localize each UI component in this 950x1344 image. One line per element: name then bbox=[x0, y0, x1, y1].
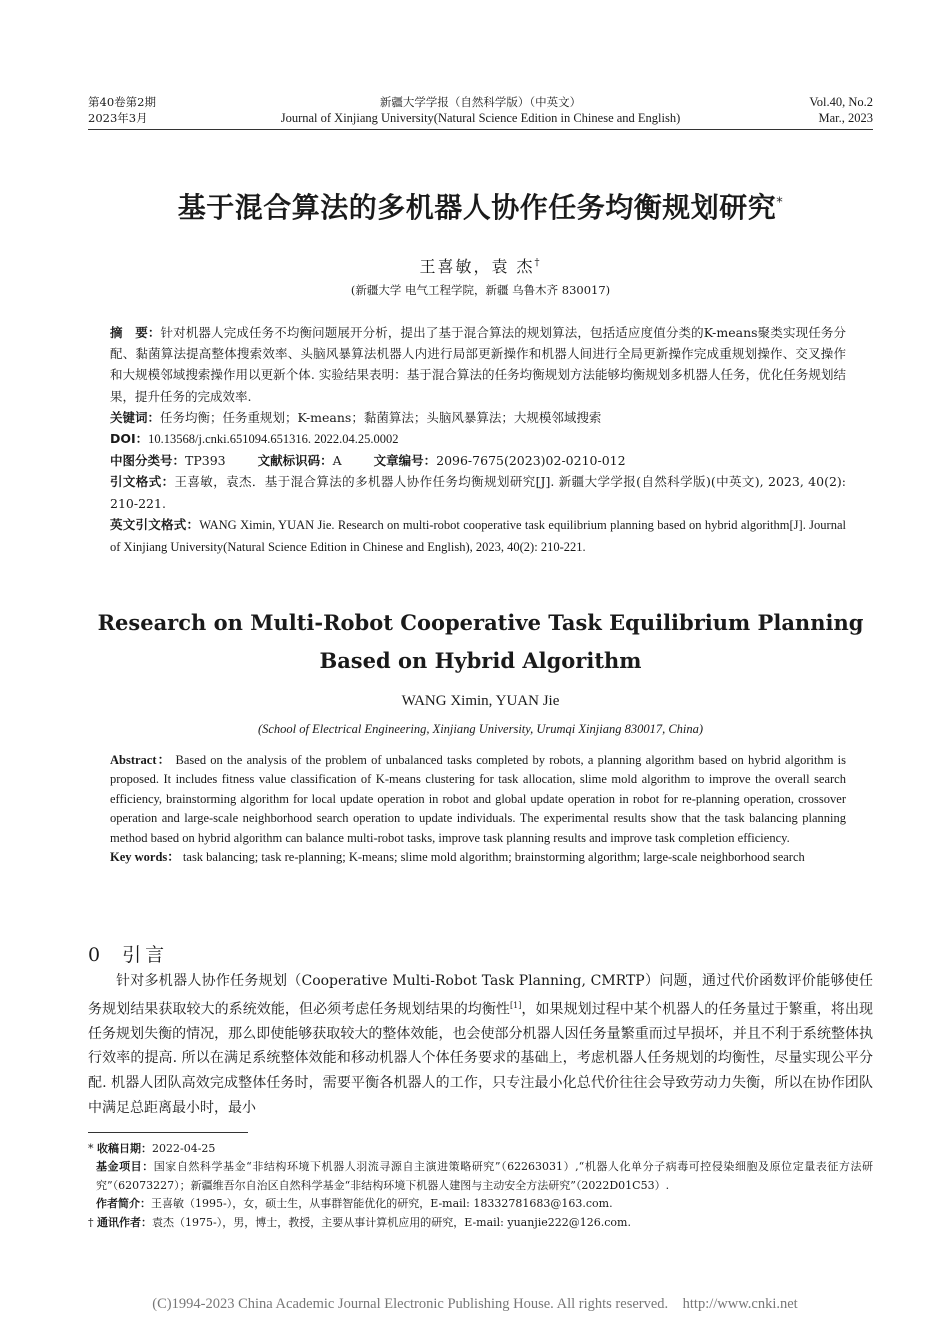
header-volume: 第40卷第2期 2023年3月 bbox=[88, 95, 156, 125]
keywords-cn: 关键词：任务均衡；任务重规划；K-means；黏菌算法；头脑风暴算法；大规模邻域搜索 bbox=[110, 409, 602, 425]
keywords-en: Key words： task balancing; task re-planning; K-means; slime mold algorithm; brainstorming algorithm; large-scale neighborhood search bbox=[110, 850, 805, 865]
cn-front-matter bbox=[110, 322, 846, 558]
abstract-en: Abstract： Based on the analysis of the problem of unbalanced tasks completed by robots, a planning algorithm based on hybrid algorithm is proposed. It includes fitness value classification of K-means clustering for task allocation, slime mold algorithm to improve the overall search efficiency, brainstorming algorithm for local update operation in robot and global update operation in robot for re-planning operation, crossover operation and large-scale neighborhood search operation to update individuals. The experimental results show that the task balancing planning method based on hybrid algorithm can balance multi-robot tasks, improve task planning results and improve task completion efficiency. bbox=[110, 753, 847, 845]
footnote-corresponding: † 通讯作者：袁杰（1975-），男，博士，教授，主要从事计算机应用的研究，E-mail: yuanjie222@126.com. bbox=[88, 1215, 631, 1229]
authors-cn: 王喜敏，袁 杰† bbox=[419, 257, 542, 276]
authors-en: WANG Ximin, YUAN Jie bbox=[401, 693, 560, 709]
footnote-received: * 收稿日期：2022-04-25 bbox=[88, 1142, 216, 1155]
classification: 中图分类号：TP393 文献标识码：A 文章编号：2096-7675(2023)02-0210-012 bbox=[110, 453, 626, 469]
citation-cn: 引文格式：王喜敏，袁杰．基于混合算法的多机器人协作任务均衡规划研究[J]. 新疆大学学报(自然科学版)(中英文), 2023, 40(2): 210-221. bbox=[110, 474, 846, 511]
corresponding-mark: † bbox=[534, 257, 542, 269]
header-journal: 新疆大学学报（自然科学版）（中英文） Journal of Xinjiang University(Natural Science Edition in Chinese and English) bbox=[280, 95, 681, 125]
copyright-watermark: (C)1994-2023 China Academic Journal Electronic Publishing House. All rights reserved. http://www.cnki.net bbox=[152, 1296, 798, 1312]
title-footnote-mark: * bbox=[776, 195, 784, 211]
body-text bbox=[88, 969, 873, 1120]
doi: DOI：10.13568/j.cnki.651094.651316. 2022.04.25.0002 bbox=[110, 431, 399, 447]
paper-title-en: Research on Multi-Robot Cooperative Task Equilibrium Planning Based on Hybrid Algorithm bbox=[97, 610, 864, 673]
affiliation-en: (School of Electrical Engineering, Xinjiang University, Urumqi Xinjiang 830017, China) bbox=[257, 722, 704, 736]
footnote-fund: 基金项目：国家自然科学基金“非结构环境下机器人羽流寻源自主演进策略研究”（62263031）,“机器人化单分子病毒可控侵染细胞及原位定量表征方法研究”（62073227）；新疆维吾尔自治区自然科学基金“非结构环境下机器人建图与主动安全方法研究”（2022D01C53）. bbox=[96, 1160, 873, 1192]
footnotes bbox=[88, 1140, 873, 1232]
paper-title-cn: 基于混合算法的多机器人协作任务均衡规划研究* bbox=[177, 191, 784, 224]
citation-ref[interactable]: [1] bbox=[510, 1000, 522, 1010]
footnote-author: 作者简介：王喜敏（1995-），女，硕士生，从事群智能优化的研究，E-mail: 18332781683@163.com. bbox=[96, 1197, 613, 1211]
paragraph: 针对多机器人协作任务规划（Cooperative Multi-Robot Task Planning, CMRTP）问题，通过代价函数评价能够使任务规划结果获取较大的系统效能，但必须考虑任务规划结果的均衡性[1]，如果规划过程中某个机器人的任务量过于繁重，将出现任务规划失衡的情况，那么即使能够获取较大的整体效能，也会使部分机器人因任务量繁重而过早损坏，并且不利于系统整体执行效率的提高. 所以在满足系统整体效能和移动机器人个体任务要求的基础上，考虑机器人任务规划的均衡性，尽量实现公平分配. 机器人团队高效完成整体任务时，需要平衡各机器人的工作，只专注最小化总代价往往会导致劳动力失衡，所以在协作团队中满足总距离最小时，最小 bbox=[88, 973, 874, 1116]
affiliation-cn: (新疆大学 电气工程学院，新疆 乌鲁木齐 830017) bbox=[350, 283, 611, 297]
abstract-cn: 摘 要：针对机器人完成任务不均衡问题展开分析，提出了基于混合算法的规划算法，包括适应度值分类的K-means聚类实现任务分配、黏菌算法提高整体搜索效率、头脑风暴算法机器人内进行局部更新操作和机器人间进行全局更新操作完成重规划操作、交叉操作和大规模邻域搜索操作用以更新个体. 实验结果表明：基于混合算法的任务均衡规划方法能够均衡规划多机器人任务，优化任务规划结果，提升任务的完成效率. bbox=[110, 325, 846, 404]
header-issue: Vol.40, No.2 Mar., 2023 bbox=[809, 95, 873, 125]
section-heading: 0 引言 bbox=[88, 944, 169, 966]
en-front-matter bbox=[110, 751, 846, 867]
running-header bbox=[88, 94, 873, 130]
header-rule bbox=[88, 129, 873, 130]
citation-en: 英文引文格式：WANG Ximin, YUAN Jie. Research on multi-robot cooperative task equilibrium planning based on hybrid algorithm[J]. Journal of Xinjiang University(Natural Science Edition in Chinese and English), 2023, 40(2): 210-221. bbox=[110, 516, 846, 555]
footnote-rule bbox=[88, 1132, 248, 1133]
